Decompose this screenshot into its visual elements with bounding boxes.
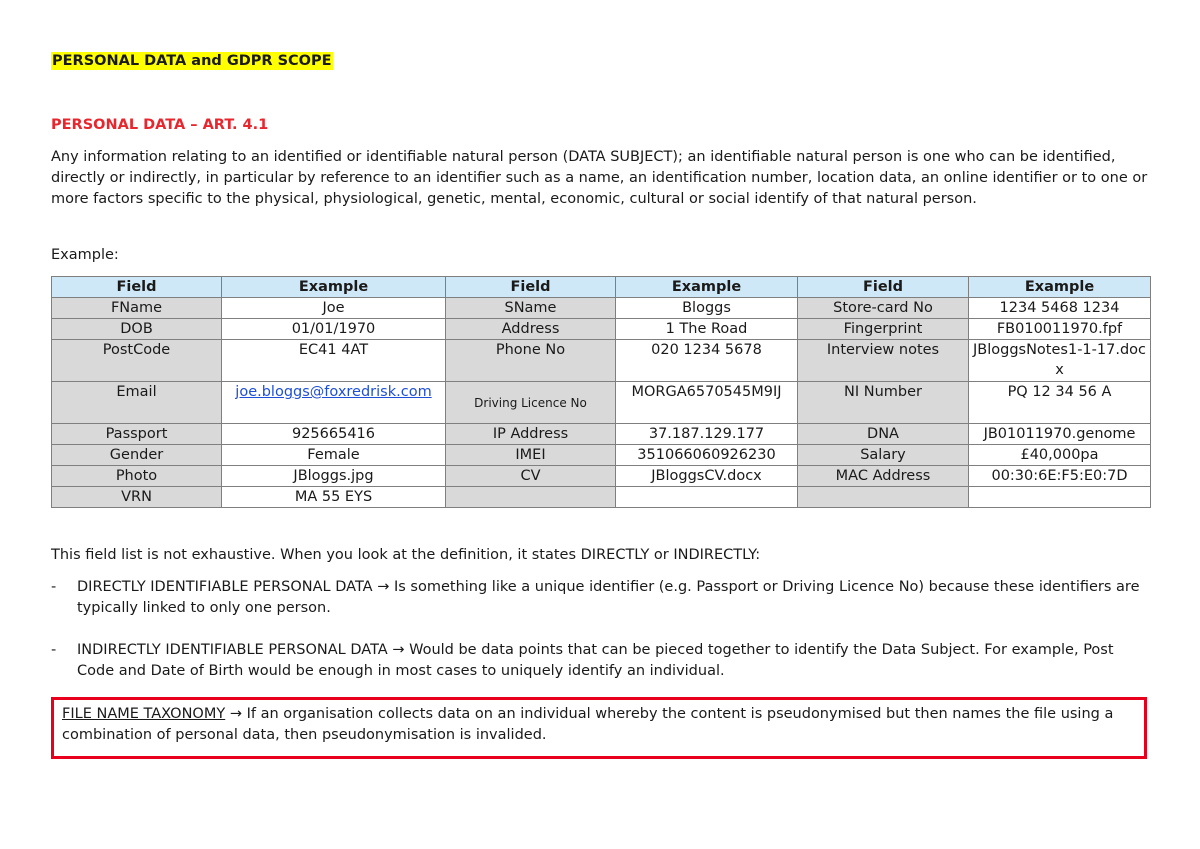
field-cell: Email: [52, 382, 222, 424]
table-header-row: [52, 277, 1151, 298]
example-cell: EC41 4AT: [222, 340, 446, 382]
taxonomy-text: → If an organisation collects data on an individual whereby the content is pseudonymised but then names the file using a combination of personal data, then pseudonymisation is invalided.: [62, 706, 1114, 743]
example-cell: PQ 12 34 56 A: [969, 382, 1151, 424]
example-cell: 1 The Road: [616, 319, 798, 340]
table-row: [52, 298, 1151, 319]
field-cell: [446, 487, 616, 508]
field-cell: SName: [446, 298, 616, 319]
field-cell: CV: [446, 466, 616, 487]
example-cell: 00:30:6E:F5:E0:7D: [969, 466, 1151, 487]
example-cell: Bloggs: [616, 298, 798, 319]
table-row: [52, 340, 1151, 382]
table-row: [52, 424, 1151, 445]
field-cell: Passport: [52, 424, 222, 445]
page-title: PERSONAL DATA and GDPR SCOPE: [52, 53, 332, 69]
bullet-directly-identifiable: [51, 577, 1151, 619]
section-heading: PERSONAL DATA – ART. 4.1: [51, 117, 269, 133]
field-cell: PostCode: [52, 340, 222, 382]
header-example-1: Example: [222, 277, 446, 298]
table-row: [52, 487, 1151, 508]
field-cell: Interview notes: [798, 340, 969, 382]
example-label: Example:: [51, 247, 119, 263]
table-row: [52, 319, 1151, 340]
example-cell: JBloggsNotes1-1-17.docx: [969, 340, 1151, 382]
field-cell: VRN: [52, 487, 222, 508]
example-cell: £40,000pa: [969, 445, 1151, 466]
taxonomy-title: FILE NAME TAXONOMY: [62, 706, 226, 722]
file-name-taxonomy-box: [51, 697, 1147, 759]
field-cell: Photo: [52, 466, 222, 487]
example-cell: 020 1234 5678: [616, 340, 798, 382]
header-field-2: Field: [446, 277, 616, 298]
example-cell: 01/01/1970: [222, 319, 446, 340]
personal-data-fields-table: [51, 276, 1151, 508]
example-cell: MORGA6570545M9IJ: [616, 382, 798, 424]
field-cell: Phone No: [446, 340, 616, 382]
header-example-2: Example: [616, 277, 798, 298]
example-cell: MA 55 EYS: [222, 487, 446, 508]
table-row: [52, 466, 1151, 487]
field-cell: DNA: [798, 424, 969, 445]
bullet-text: DIRECTLY IDENTIFIABLE PERSONAL DATA → Is something like a unique identifier (e.g. Passport or Driving Licence No) because these identifiers are typically linked to only one person.: [77, 579, 1140, 616]
example-cell: JB01011970.genome: [969, 424, 1151, 445]
header-field-1: Field: [52, 277, 222, 298]
field-cell: DOB: [52, 319, 222, 340]
example-cell: Female: [222, 445, 446, 466]
bullet-dash: -: [51, 579, 57, 595]
example-cell: 37.187.129.177: [616, 424, 798, 445]
field-cell: MAC Address: [798, 466, 969, 487]
field-list-note: This field list is not exhaustive. When you look at the definition, it states DIRECTLY or INDIRECTLY:: [51, 547, 761, 563]
example-cell: FB010011970.fpf: [969, 319, 1151, 340]
field-cell: Driving Licence No: [446, 382, 616, 424]
field-cell: IP Address: [446, 424, 616, 445]
example-cell: [616, 487, 798, 508]
example-cell: 351066060926230: [616, 445, 798, 466]
bullet-indirectly-identifiable: [51, 640, 1151, 682]
field-cell: FName: [52, 298, 222, 319]
example-cell: JBloggsCV.docx: [616, 466, 798, 487]
field-cell: Address: [446, 319, 616, 340]
example-cell: 1234 5468 1234: [969, 298, 1151, 319]
example-cell: Joe: [222, 298, 446, 319]
field-cell: Salary: [798, 445, 969, 466]
email-link[interactable]: joe.bloggs@foxredrisk.com: [222, 382, 446, 424]
table-row: [52, 382, 1151, 424]
table-row: [52, 445, 1151, 466]
example-cell: JBloggs.jpg: [222, 466, 446, 487]
example-cell: 925665416: [222, 424, 446, 445]
header-example-3: Example: [969, 277, 1151, 298]
field-cell: Store-card No: [798, 298, 969, 319]
example-cell: [969, 487, 1151, 508]
field-cell: Gender: [52, 445, 222, 466]
field-cell: Fingerprint: [798, 319, 969, 340]
field-cell: IMEI: [446, 445, 616, 466]
bullet-dash: -: [51, 642, 57, 658]
header-field-3: Field: [798, 277, 969, 298]
definition-paragraph: Any information relating to an identified or identifiable natural person (DATA SUBJECT); an identifiable natural person is one who can be identified, directly or indirectly, in particular by reference to an identifier such as a name, an identification number, location data, an online identifier or to one or more factors specific to the physical, physiological, genetic, mental, economic, cultural or social identify of that natural person.: [51, 149, 1148, 207]
field-cell: [798, 487, 969, 508]
field-cell: NI Number: [798, 382, 969, 424]
bullet-text: INDIRECTLY IDENTIFIABLE PERSONAL DATA → Would be data points that can be pieced together to identify the Data Subject. For example, Post Code and Date of Birth would be enough in most cases to uniquely identify an individual.: [77, 642, 1114, 679]
